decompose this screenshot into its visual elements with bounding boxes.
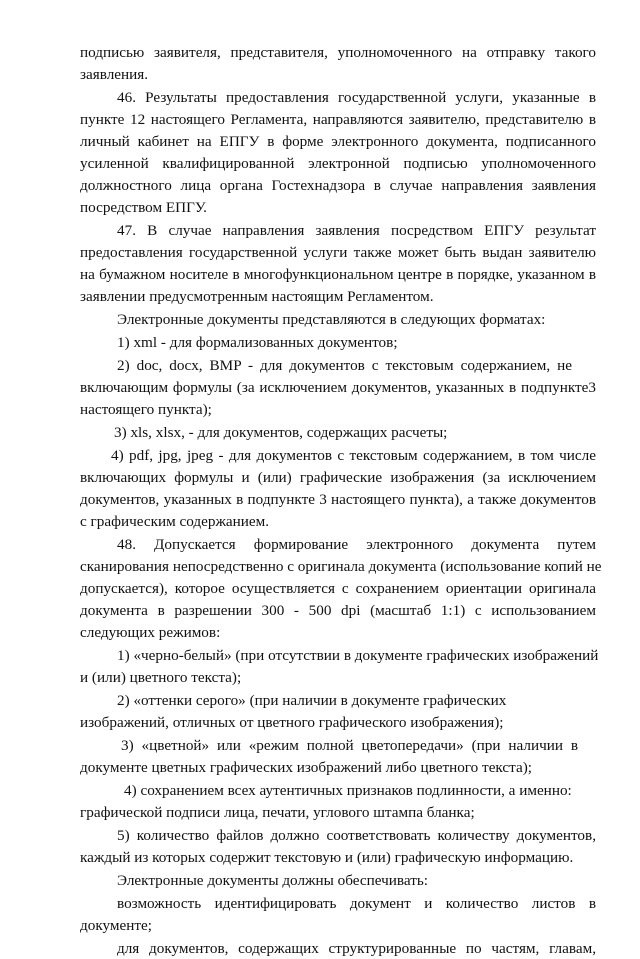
text-line: посредством ЕПГУ. (80, 199, 207, 216)
text-line: 4) сохранением всех аутентичных признаков подлинности, а именно: (124, 782, 572, 799)
text-line: следующих режимов: (80, 624, 221, 641)
text-line: 3) «цветной» или «режим полной цветопередачи» (при наличии в (121, 737, 578, 754)
text-line: документа в разрешении 300 - 500 dpi (масштаб 1:1) с использованием (80, 602, 596, 619)
text-line: 5) количество файлов должно соответствовать количеству документов, (117, 827, 596, 844)
text-line: предоставления государственной услуги также может быть выдан заявителю (80, 244, 596, 261)
text-line: на бумажном носителе в многофункциональном центре в порядке, указанном в (80, 266, 596, 283)
text-line: документе цветных графических изображений либо цветного текста); (80, 759, 533, 776)
text-line: 48. Допускается формирование электронного документа путем (117, 536, 596, 553)
text-line: Электронные документы должны обеспечивать: (117, 872, 428, 889)
text-line: изображений, отличных от цветного графического изображения); (80, 714, 504, 731)
text-line: допускается), которое осуществляется с сохранением ориентации оригинала (80, 580, 596, 597)
text-line: каждый из которых содержит текстовую и (или) графическую информацию. (80, 849, 574, 866)
text-line: документов, указанных в подпункте 3 настоящего пункта), а также документов (80, 491, 596, 508)
text-line: с графическим содержанием. (80, 513, 270, 530)
text-line: сканирования непосредственно с оригинала документа (использование копий не (80, 558, 602, 575)
text-line: документе; (80, 917, 152, 934)
text-line: 46. Результаты предоставления государственной услуги, указанные в (117, 89, 596, 106)
text-line: 2) doc, docx, BMP - для документов с текстовым содержанием, не (117, 357, 572, 374)
text-line: усиленной квалифицированной электронной подписью уполномоченного (80, 155, 596, 172)
text-line: графической подписи лица, печати, углового штампа бланка; (80, 804, 475, 821)
text-line: включающих формулы и (или) графические изображения (за исключением (80, 469, 596, 486)
text-line: возможность идентифицировать документ и количество листов в (117, 895, 596, 912)
text-line: пункте 12 настоящего Регламента, направляются заявителю, представителю в (80, 111, 596, 128)
text-line: 1) «черно-белый» (при отсутствии в документе графических изображений (117, 647, 599, 664)
text-line: 1) xml - для формализованных документов; (117, 334, 398, 351)
text-line: должностного лица органа Гостехнадзора в случае направления заявления (80, 177, 596, 194)
text-line: подписью заявителя, представителя, уполномоченного на отправку такого (80, 44, 596, 61)
text-line: включающим формулы (за исключением документов, указанных в подпункте3 (80, 379, 596, 396)
text-line: 2) «оттенки серого» (при наличии в документе графических (117, 692, 507, 709)
text-line: 3) xls, xlsx, - для документов, содержащих расчеты; (114, 424, 448, 441)
text-line: Электронные документы представляются в следующих форматах: (117, 311, 546, 328)
text-line: для документов, содержащих структурированные по частям, главам, (117, 940, 596, 957)
text-line: 4) pdf, jpg, jpeg - для документов с текстовым содержанием, в том числе (111, 447, 596, 464)
text-line: личный кабинет на ЕПГУ в форме электронного документа, подписанного (80, 133, 596, 150)
text-line: и (или) цветного текста); (80, 669, 242, 686)
text-line: 47. В случае направления заявления посредством ЕПГУ результат (117, 222, 596, 239)
text-line: заявления. (80, 66, 149, 83)
text-line: настоящего пункта); (80, 401, 212, 418)
text-line: заявлении предусмотренным настоящим Регламентом. (80, 288, 434, 305)
